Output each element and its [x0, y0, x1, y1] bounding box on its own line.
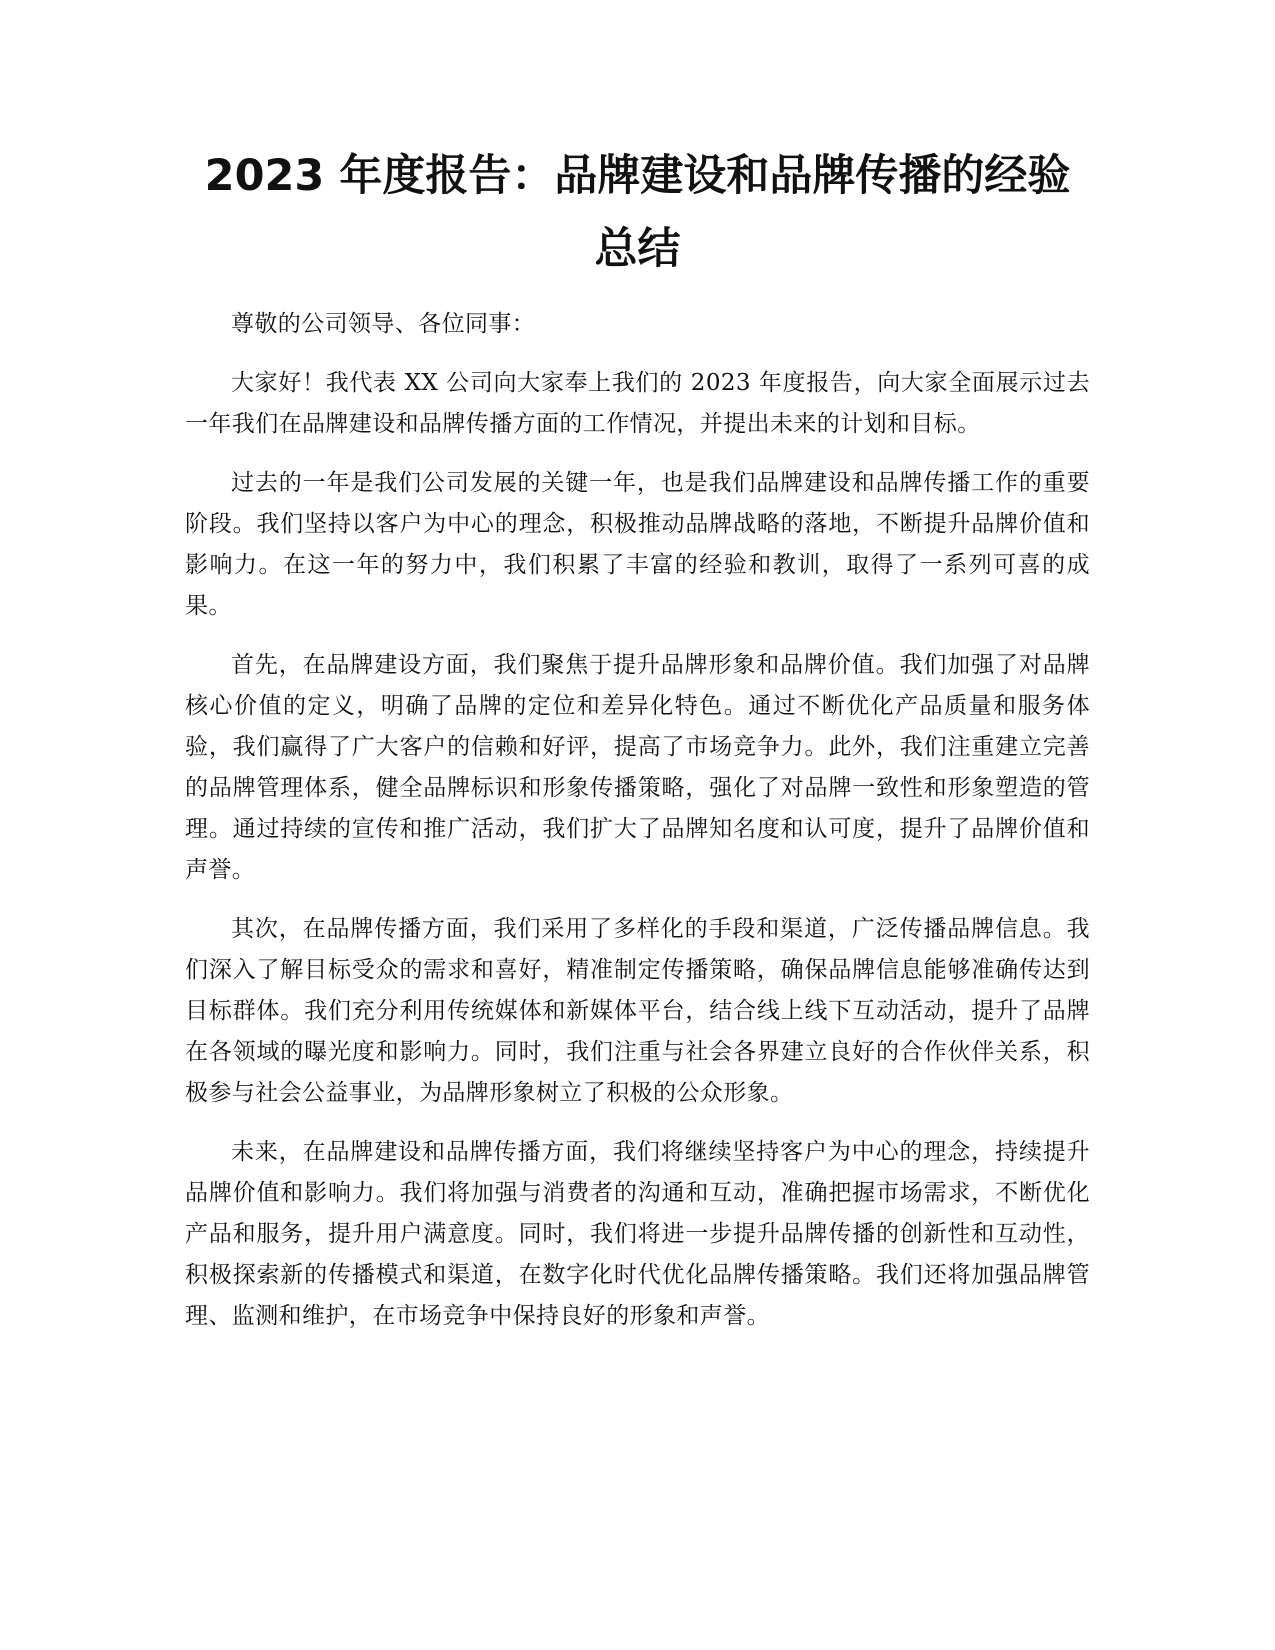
paragraph-brand-building: 首先，在品牌建设方面，我们聚焦于提升品牌形象和品牌价值。我们加强了对品牌核心价值的定义，明确了品牌的定位和差异化特色。通过不断优化产品质量和服务体验，我们赢得了广大客户的信赖和好评，提高了市场竞争力。此外，我们注重建立完善的品牌管理体系，健全品牌标识和形象传播策略，强化了对品牌一致性和形象塑造的管理。通过持续的宣传和推广活动，我们扩大了品牌知名度和认可度，提升了品牌价值和声誉。	[185, 652, 1090, 883]
paragraph-intro: 大家好！我代表 XX 公司向大家奉上我们的 2023 年度报告，向大家全面展示过去一年我们在品牌建设和品牌传播方面的工作情况，并提出未来的计划和目标。	[185, 370, 1090, 437]
document-title	[185, 140, 1090, 286]
paragraph-brand-communication: 其次，在品牌传播方面，我们采用了多样化的手段和渠道，广泛传播品牌信息。我们深入了解目标受众的需求和喜好，精准制定传播策略，确保品牌信息能够准确传达到目标群体。我们充分利用传统媒体和新媒体平台，结合线上线下互动活动，提升了品牌在各领域的曝光度和影响力。同时，我们注重与社会各界建立良好的合作伙伴关系，积极参与社会公益事业，为品牌形象树立了积极的公众形象。	[185, 916, 1090, 1106]
document-page	[185, 140, 1090, 1355]
paragraph-future-plan: 未来，在品牌建设和品牌传播方面，我们将继续坚持客户为中心的理念，持续提升品牌价值和影响力。我们将加强与消费者的沟通和互动，准确把握市场需求，不断优化产品和服务，提升用户满意度。同时，我们将进一步提升品牌传播的创新性和互动性，积极探索新的传播模式和渠道，在数字化时代优化品牌传播策略。我们还将加强品牌管理、监测和维护，在市场竞争中保持良好的形象和声誉。	[185, 1139, 1090, 1329]
salutation: 尊敬的公司领导、各位同事：	[231, 311, 536, 337]
title-line-1: 2023 年度报告：品牌建设和品牌传播的经验	[204, 151, 1071, 201]
paragraph-review: 过去的一年是我们公司发展的关键一年，也是我们品牌建设和品牌传播工作的重要阶段。我们坚持以客户为中心的理念，积极推动品牌战略的落地，不断提升品牌价值和影响力。在这一年的努力中，我们积累了丰富的经验和教训，取得了一系列可喜的成果。	[185, 470, 1090, 619]
title-line-2: 总结	[594, 224, 681, 274]
